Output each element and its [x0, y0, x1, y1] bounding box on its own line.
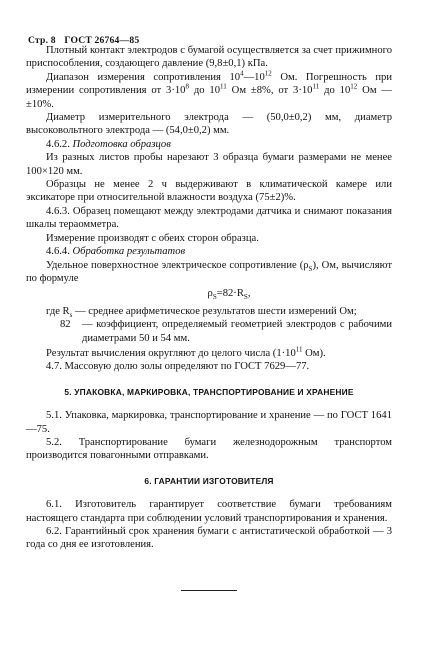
section-5-heading: 5. УПАКОВКА, МАРКИРОВКА, ТРАНСПОРТИРОВАНИЕ И ХРАНЕНИЕ: [64, 386, 354, 397]
section-6-heading: 6. ГАРАНТИИ ИЗГОТОВИТЕЛЯ: [144, 475, 274, 486]
definition-82: 82 — коэффициент, определяемый геометрией электродов с рабочими диаметрами 50 и 54 мм.: [60, 319, 392, 344]
paragraph-resistivity: Удельное поверхностное электрическое сопротивление $(\rho_S)$, Ом, вычисляют по формуле: [26, 259, 392, 284]
page-header: [28, 34, 145, 47]
paragraph-4-6-3: 4.6.3. Образец помещают между электродами датчика и снимают показания шкалы тераомметра.: [26, 205, 392, 231]
paragraph-range: Диапазон измерения сопротивления $10^4—10^{12}$ Ом. Погрешность при измерении сопротивления от $3\cdot 10^8$ до $10^{11}$ Ом ±8%, от $3\cdot 10^{11}$ до $10^{12}$ Ом — ±10%.: [26, 69, 392, 110]
definition-rs: где $R_s$ — среднее арифметическое результатов шести измерений Ом;: [46, 305, 357, 319]
subsection-4-6-2: 4.6.2. Подготовка образцов: [46, 138, 171, 150]
formula: $\rho_S=82\cdot R_S$,: [207, 288, 251, 302]
paragraph-5-1: 5.1. Упаковка, маркировка, транспортирование и хранение — по ГОСТ 1641—75.: [26, 410, 392, 435]
subsection-4-6-4: 4.6.4. Обработка результатов: [46, 246, 186, 258]
paragraph-6-1: 6.1. Изготовитель гарантирует соответствие бумаги требованиям настоящего стандарта при соблюдении условий транспортирования и хранения.: [26, 499, 392, 524]
paragraph-samples: Из разных листов пробы нарезают 3 образца бумаги размерами не менее 100×120 мм.: [26, 152, 392, 177]
paragraph-6-2: 6.2. Гарантийный срок хранения бумаги с антистатической обработкой — 3 года со дня ее изготовления.: [26, 526, 392, 551]
paragraph-conditioning: Образцы не менее 2 ч выдерживают в климатической камере или эксикаторе при относительной влажности воздуха (75±2)%.: [26, 179, 392, 204]
end-rule: [181, 590, 237, 591]
page-number: Стр. 8: [28, 35, 56, 46]
paragraph-both-sides: Измерение производят с обеих сторон образца.: [46, 232, 259, 244]
paragraph-5-2: 5.2. Транспортирование бумаги железнодорожным транспортом производится повагонными отправками.: [26, 436, 392, 462]
paragraph-rounding: Результат вычисления округляют до целого числа ($1\cdot 10^{11}$ Ом).: [46, 345, 326, 359]
paragraph-diameter: Диаметр измерительного электрода — (50,0±0,2) мм, диаметр высоковольтного электрода — (54,0±0,2) мм.: [26, 112, 392, 137]
formula-definitions: [26, 305, 392, 345]
paragraph-4-7: 4.7. Массовую долю золы определяют по ГОСТ 7629—77.: [46, 361, 310, 373]
paragraph-contact: Плотный контакт электродов с бумагой осуществляется за счет прижимного приспособления, создающего давление (9,8±0,1) кПа.: [26, 45, 392, 70]
standard-code: ГОСТ 26764—85: [64, 35, 140, 46]
